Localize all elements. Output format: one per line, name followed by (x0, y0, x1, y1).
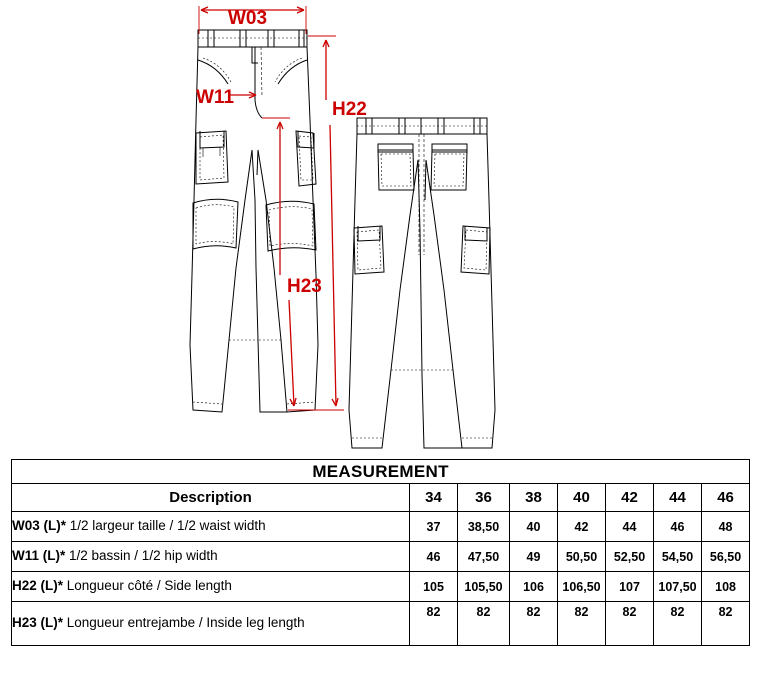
table-row (12, 602, 750, 646)
cell-w11-42: 52,50 (606, 542, 654, 572)
cell-h23-44: 82 (654, 602, 702, 646)
row-code-w03: W03 (L)* (12, 518, 66, 534)
cell-h22-38: 106 (510, 572, 558, 602)
cell-w03-46: 48 (702, 512, 750, 542)
cell-h22-36: 105,50 (458, 572, 510, 602)
cell-h22-34: 105 (410, 572, 458, 602)
cell-w11-44: 54,50 (654, 542, 702, 572)
cell-w03-36: 38,50 (458, 512, 510, 542)
cell-h23-36: 82 (458, 602, 510, 646)
annotation-h22: H22 (332, 99, 367, 120)
size-header-38: 38 (510, 484, 558, 512)
row-description-w03 (12, 512, 410, 542)
cell-h22-42: 107 (606, 572, 654, 602)
cell-w11-46: 56,50 (702, 542, 750, 572)
cell-h22-40: 106,50 (558, 572, 606, 602)
row-code-h22: H22 (L)* (12, 578, 64, 594)
row-text-h23: Longueur entrejambe / Inside leg length (63, 615, 305, 631)
annotation-h23: H23 (287, 276, 322, 297)
table-row (12, 572, 750, 602)
table-row (12, 542, 750, 572)
annotation-w03: W03 (228, 8, 268, 29)
measurement-table (11, 459, 750, 646)
row-text-w11: 1/2 bassin / 1/2 hip width (65, 548, 218, 564)
cell-w11-40: 50,50 (558, 542, 606, 572)
row-description-w11 (12, 542, 410, 572)
annotation-w11: W11 (196, 87, 235, 108)
size-header-44: 44 (654, 484, 702, 512)
row-description-h22 (12, 572, 410, 602)
cell-h23-46: 82 (702, 602, 750, 646)
cell-w03-40: 42 (558, 512, 606, 542)
table-row (12, 512, 750, 542)
cell-w11-34: 46 (410, 542, 458, 572)
row-text-w03: 1/2 largeur taille / 1/2 waist width (66, 518, 266, 534)
cell-w03-42: 44 (606, 512, 654, 542)
size-header-46: 46 (702, 484, 750, 512)
size-header-40: 40 (558, 484, 606, 512)
size-header-34: 34 (410, 484, 458, 512)
back-view-trousers (349, 118, 495, 448)
cell-h22-44: 107,50 (654, 572, 702, 602)
size-header-36: 36 (458, 484, 510, 512)
row-code-h23: H23 (L)* (12, 615, 64, 631)
measurement-table-container (11, 459, 749, 646)
cell-w03-44: 46 (654, 512, 702, 542)
description-header: Description (12, 484, 410, 512)
row-description-h23 (12, 602, 410, 646)
cell-h23-38: 82 (510, 602, 558, 646)
size-header-42: 42 (606, 484, 654, 512)
cell-h23-34: 82 (410, 602, 458, 646)
table-title-row (12, 460, 750, 484)
cell-w11-36: 47,50 (458, 542, 510, 572)
cell-h23-42: 82 (606, 602, 654, 646)
row-text-h22: Longueur côté / Side length (63, 578, 232, 594)
cell-h22-46: 108 (702, 572, 750, 602)
cell-h23-40: 82 (558, 602, 606, 646)
cell-w11-38: 49 (510, 542, 558, 572)
cell-w03-34: 37 (410, 512, 458, 542)
measurement-guides (199, 6, 344, 410)
table-title: MEASUREMENT (12, 460, 750, 484)
row-code-w11: W11 (L)* (12, 548, 66, 564)
table-header-row (12, 484, 750, 512)
cell-w03-38: 40 (510, 512, 558, 542)
